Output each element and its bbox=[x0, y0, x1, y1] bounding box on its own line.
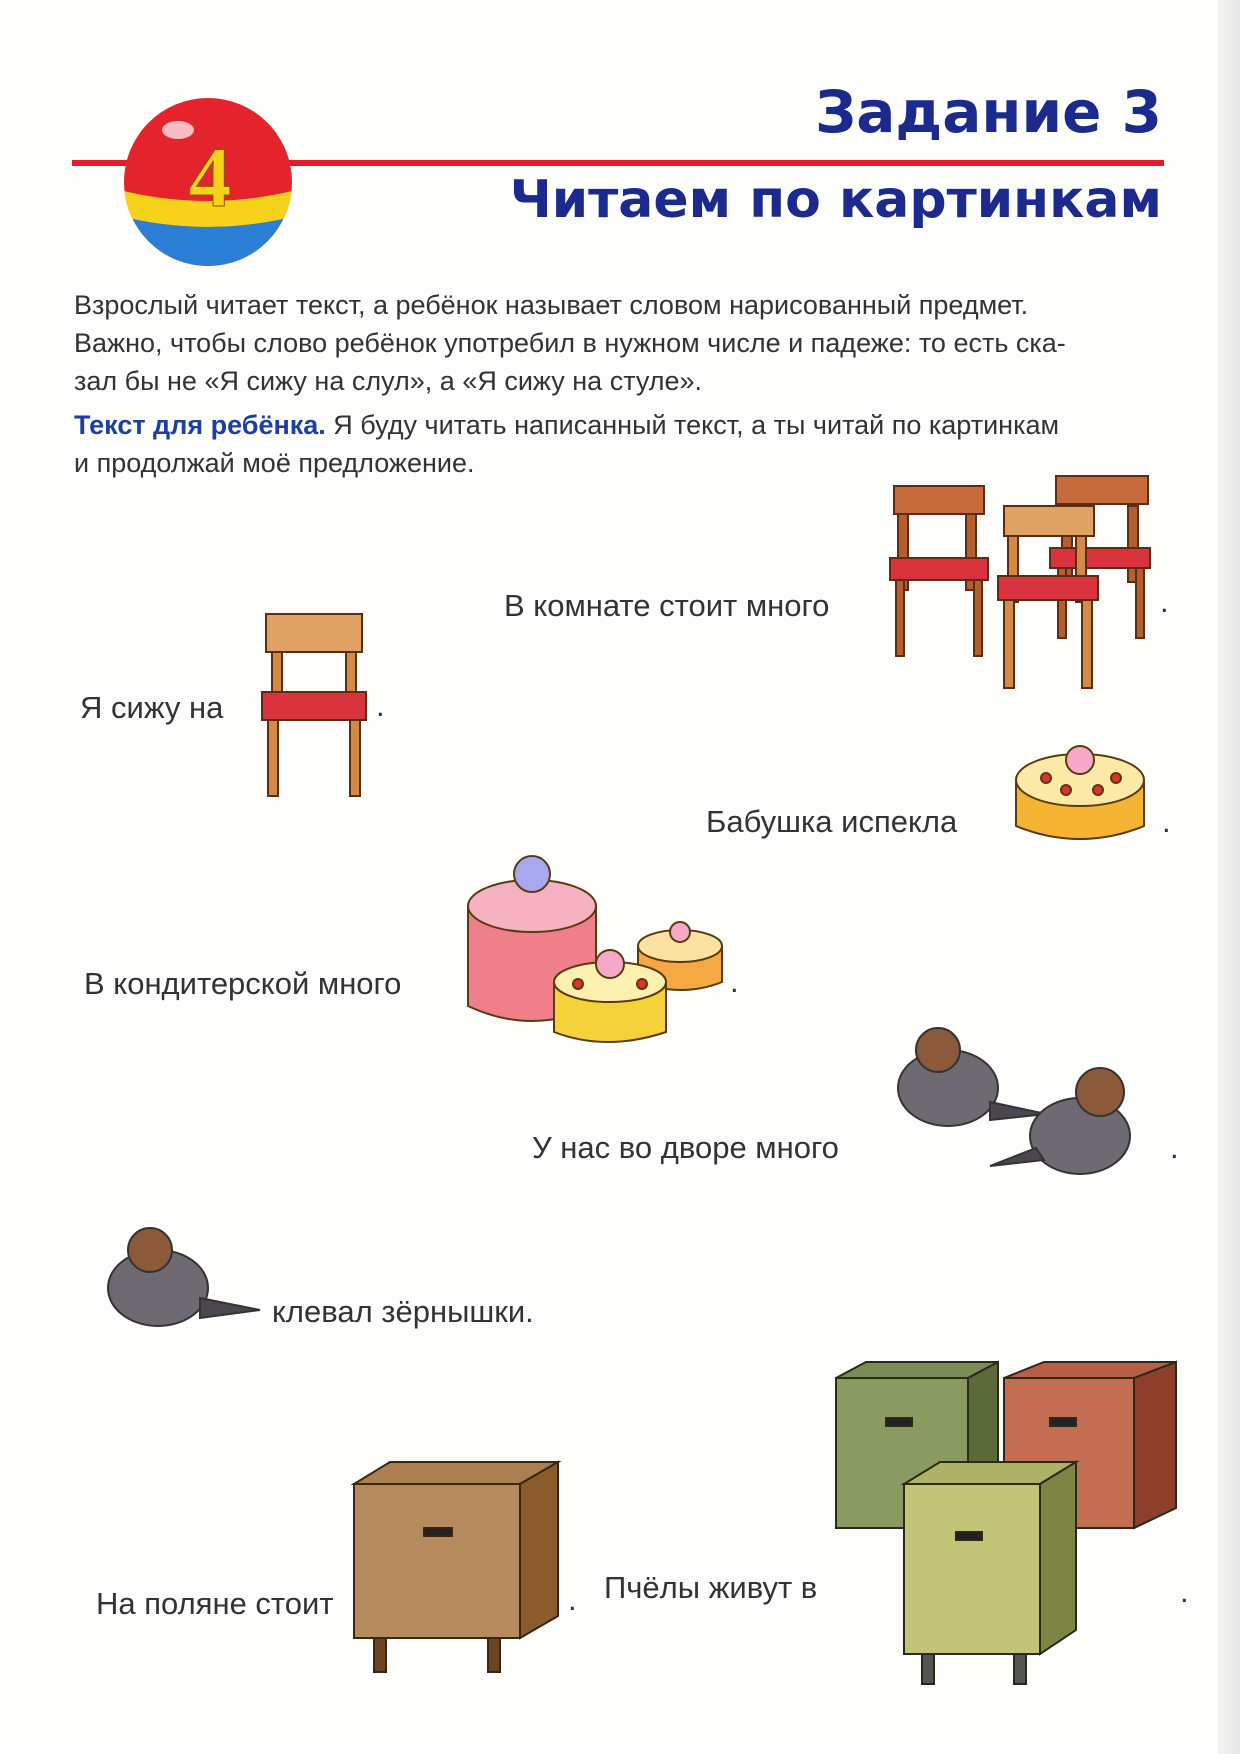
period: . bbox=[1170, 1130, 1179, 1165]
period: . bbox=[1162, 804, 1171, 839]
sentence-confectionery: В кондитерской много bbox=[84, 966, 402, 1001]
page-title: Читаем по картинкам bbox=[509, 170, 1162, 230]
chair-icon bbox=[262, 610, 368, 800]
beehives-icon bbox=[832, 1358, 1182, 1688]
period: . bbox=[730, 964, 739, 999]
page-edge-shadow bbox=[1218, 0, 1240, 1754]
beehive-icon bbox=[350, 1458, 562, 1676]
sentence-meadow: На поляне стоит bbox=[96, 1586, 334, 1621]
cakes-icon bbox=[462, 846, 722, 1054]
instruction-line: Важно, чтобы слово ребёнок употребил в нужном числе и падеже: то есть ска- bbox=[74, 328, 1066, 358]
child-line: и продолжай моё предложение. bbox=[74, 448, 475, 478]
task-number-badge bbox=[112, 96, 304, 268]
cake-icon bbox=[1010, 730, 1150, 850]
period: . bbox=[1180, 1574, 1189, 1609]
sentence-pecked: клевал зёрнышки. bbox=[272, 1294, 534, 1329]
sentence-yard: У нас во дворе много bbox=[532, 1130, 839, 1165]
task-number: 4 bbox=[188, 129, 232, 225]
sentence-room: В комнате стоит много bbox=[504, 588, 830, 623]
period: . bbox=[568, 1582, 577, 1617]
sparrow-icon bbox=[100, 1226, 264, 1346]
child-line: Я буду читать написанный текст, а ты читай по картинкам bbox=[325, 410, 1060, 440]
child-instructions bbox=[74, 406, 1168, 482]
instructions bbox=[74, 286, 1168, 400]
period: . bbox=[376, 688, 385, 723]
sentence-sit: Я сижу на bbox=[80, 690, 224, 725]
instruction-line: зал бы не «Я сижу на слул», а «Я сижу на стуле». bbox=[74, 366, 703, 396]
period: . bbox=[1160, 584, 1169, 619]
instruction-line: Взрослый читает текст, а ребёнок называет словом нарисованный предмет. bbox=[74, 290, 1029, 320]
sentence-grandma: Бабушка испекла bbox=[706, 804, 958, 839]
sparrows-icon bbox=[894, 1028, 1164, 1196]
chairs-icon bbox=[890, 476, 1152, 692]
child-label: Текст для ребёнка. bbox=[74, 410, 326, 440]
task-title: Задание 3 bbox=[815, 78, 1162, 146]
sentence-bees: Пчёлы живут в bbox=[604, 1570, 818, 1605]
